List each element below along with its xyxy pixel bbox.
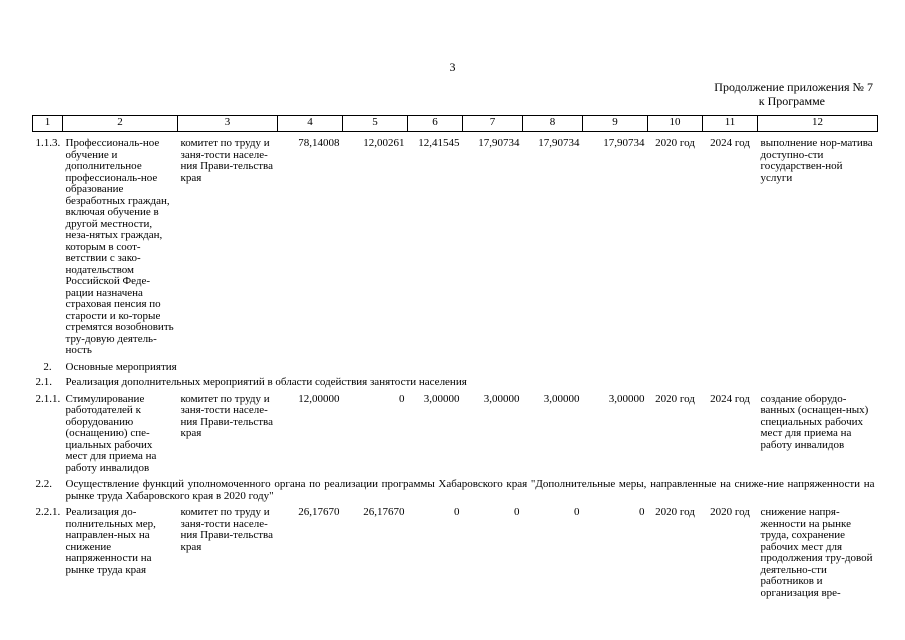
header-cell: 7 xyxy=(463,116,523,132)
section-row xyxy=(33,358,878,378)
measure-name: Профессиональ-ное обучение и дополнительное профессиональ-ное образование безработных граждан, включая обучение в другой местности, неза-нятых граждан, которым в соот-ветствии с зако-нодательством Российской Феде-рации назначена страховая пенсия по старости и ко-торые стремятся возобновить тру-довую деятель-ность xyxy=(65,137,174,356)
value-total: 12,00000 xyxy=(298,392,340,405)
value-col5: 0 xyxy=(399,392,405,405)
header-cell: 4 xyxy=(278,116,343,132)
section-number: 2.1. xyxy=(35,376,52,388)
header-cell: 6 xyxy=(408,116,463,132)
value-col9: 17,90734 xyxy=(603,137,645,149)
section-title: Реализация дополнительных мероприятий в области содействия занятости населения xyxy=(65,376,467,388)
page-number: 3 xyxy=(449,60,456,74)
continuation-note xyxy=(714,80,873,108)
value-col8: 0 xyxy=(574,506,580,518)
value-col6: 0 xyxy=(454,506,460,518)
value-col9: 3,00000 xyxy=(608,392,645,405)
measure-name: Реализация до-полнительных мер, направлен-ных на снижение напряженности на рынке труда края xyxy=(65,506,156,576)
value-col8: 3,00000 xyxy=(543,392,580,405)
executor: комитет по труду и заня-тости населе-ния Прави-тельства края xyxy=(180,137,273,184)
start-year: 2020 год xyxy=(655,137,695,149)
section-number: 2.2. xyxy=(35,478,52,490)
section-number: 2. xyxy=(43,360,52,373)
value-col6: 3,00000 xyxy=(423,392,460,405)
start-year: 2020 год xyxy=(655,506,695,518)
end-year: 2024 год xyxy=(710,137,750,149)
row-number: 2.1.1. xyxy=(35,392,61,405)
continuation-line-2: к Программе xyxy=(758,94,825,108)
executor: комитет по труду и заня-тости населе-ния Прави-тельства края xyxy=(180,392,273,439)
expected-result: выполнение нор-матива доступно-сти государствен-ной услуги xyxy=(760,137,873,184)
header-cell: 9 xyxy=(583,116,648,132)
value-col8: 17,90734 xyxy=(538,137,580,149)
table-row xyxy=(33,393,878,476)
header-cell: 11 xyxy=(703,116,758,132)
section-row xyxy=(33,377,878,393)
measure-name: Стимулирование работодателей к оборудованию (оснащению) спе-циальных рабочих мест для приема на работу инвалидов xyxy=(65,392,157,474)
expected-result: снижение напря-женности на рынке труда, сохранение рабочих мест для продолжения тру-довой деятельно-сти работников и организация вре- xyxy=(760,506,873,599)
header-cell: 2 xyxy=(63,116,178,132)
value-col7: 17,90734 xyxy=(478,137,520,149)
program-table xyxy=(32,115,878,600)
start-year: 2020 год xyxy=(655,392,695,405)
section-title: Основные мероприятия xyxy=(65,360,177,373)
header-row xyxy=(33,116,878,132)
end-year: 2020 год xyxy=(710,506,750,518)
value-col5: 12,00261 xyxy=(363,137,405,149)
section-row xyxy=(33,475,878,506)
row-number: 2.2.1. xyxy=(35,506,61,518)
value-col9: 0 xyxy=(639,506,645,518)
value-total: 78,14008 xyxy=(298,137,340,149)
header-cell: 1 xyxy=(33,116,63,132)
section-title: Осуществление функций уполномоченного органа по реализации программы Хабаровского края "Дополнительные меры, направленные на сниже-ние напряженности на рынке труда Хабаровского края в 2020 году" xyxy=(65,478,875,502)
value-col5: 26,17670 xyxy=(363,506,405,518)
row-number: 1.1.3. xyxy=(35,137,61,149)
value-col7: 0 xyxy=(514,506,520,518)
value-col6: 12,41545 xyxy=(418,137,460,149)
header-cell: 12 xyxy=(758,116,878,132)
expected-result: создание оборудо-ванных (оснащен-ных) специальных рабочих мест для приема на работу инвалидов xyxy=(760,392,869,451)
table-row xyxy=(33,132,878,358)
header-cell: 8 xyxy=(523,116,583,132)
value-total: 26,17670 xyxy=(298,506,340,518)
table-row xyxy=(33,506,878,600)
header-cell: 3 xyxy=(178,116,278,132)
header-cell: 10 xyxy=(648,116,703,132)
header-cell: 5 xyxy=(343,116,408,132)
executor: комитет по труду и заня-тости населе-ния Прави-тельства края xyxy=(180,506,273,553)
end-year: 2024 год xyxy=(710,392,750,405)
value-col7: 3,00000 xyxy=(483,392,520,405)
continuation-line-1: Продолжение приложения № 7 xyxy=(714,80,873,94)
